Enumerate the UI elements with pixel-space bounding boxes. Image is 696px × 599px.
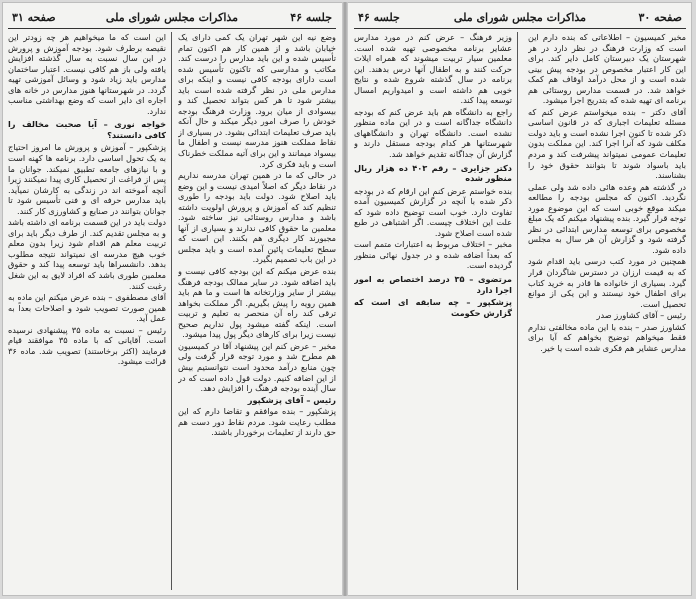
paragraph: رئیس – نسبت به ماده ۳۵ پیشنهادی نرسیده است. آقایانی که با ماده ۳۵ موافقند قیام فرمایند (اکثر برخاستند) تصویب شد. ماده ۳۶ قرائت میشود. (8, 324, 166, 367)
paragraph: مخبر – عرض کنم این پیشنهاد آقا در کمیسیون هم مطرح شد و مورد توجه قرار گرفت ولی چون منابع درآمد محدود است نتوانستیم بیش از این اضافه کنیم. دولت قول داده است که در سال آینده بودجه فرهنگ را افزایش دهد. (178, 340, 336, 394)
paragraph: بنده عرض میکنم که این بودجه کافی نیست و باید اضافه شود. در سایر ممالک بودجه فرهنگ بیشتر از سایر وزارتخانه ها است و ما هم باید همین رویه را پیش بگیریم. اگر مملکت بخواهد ترقی کند راه آن منحصر به تعلیم و تربیت است. اینکه گفته میشود پول نداریم صحیح نیست زیرا برای کارهای دیگر پول پیدا میشود. (178, 266, 336, 340)
left-page-left-column (8, 32, 166, 590)
speaker-line: پزشکپور – چه سابقه ای است که گزارش حکومت (354, 297, 512, 318)
right-page-running-title: مذاکرات مجلس شورای ملی (453, 11, 587, 24)
left-page-running-title: مذاکرات مجلس شورای ملی (105, 11, 239, 24)
paragraph: وضع نیه این شهر تهران یک کمی دارای یک خیابان باشد و از همین کار هم اکنون تمام تأسیس شده و این باید مدارس را درست کند. مکاتب و مدارسی که تاکنون تأسیس شده است دارای بودجه کافی نیست و اینکه برای مدارس ملی در نظر گرفته شده است باید بیشتر شود تا هر کس بتواند تحصیل کند و بیسوادی از میان برود. وزارت فرهنگ بودجه خودش را صرف امور دیگر میکند و حال آنکه باید صرف تعلیمات ابتدائی بشود. در بسیاری از نقاط مملکت هنوز مدرسه نیست و اطفال ما بیسواد میمانند و این برای آتیه مملکت خطرناک است و باید فکری کرد. (178, 32, 336, 169)
left-page-number: صفحه ۳۱ (12, 11, 56, 24)
paragraph: پزشکپور – بنده موافقم و تقاضا دارم که این مطلب رعایت شود. مردم نقاط دور دست هم حق دارند از تعلیمات برخوردار باشند. (178, 406, 336, 438)
right-page (348, 2, 692, 596)
paragraph: پزشکپور – آموزش و پرورش ما امروز احتیاج به یک تحول اساسی دارد. برنامه ها کهنه است و با نیازهای جامعه تطبیق نمیکند. جوانان ما پس از فراغت از تحصیل کاری پیدا نمیکنند زیرا آنچه آموخته اند در زندگی به کارشان نمیآید. باید مدارس حرفه ای و فنی تأسیس شود تا جوانان بتوانند در صنایع و کشاورزی کار کنند. (8, 142, 166, 216)
subhead-line: مرتضوی – ۳۵ درصد اختصاص به امور اجرا دارد (354, 274, 512, 295)
paragraph: راجع به دانشگاه هم باید عرض کنم که بودجه دانشگاه جداگانه است و در این ماده منظور نشده است. دانشگاه تهران و دانشگاههای شهرستانها هر کدام بودجه مستقل دارند و گزارش آن جداگانه تقدیم خواهد شد. (354, 106, 512, 160)
paragraph: آقای دکتر – بنده میخواستم عرض کنم که مسئله تعلیمات اجباری که در قانون اساسی ذکر شده تا کنون اجرا نشده است و باید دولت مکلف شود که آنرا اجرا کند. این مملکت بدون تعلیمات عمومی نمیتواند پیشرفت کند و مردم باید باسواد شوند تا بتوانند حقوق خود را بشناسند. (528, 106, 686, 181)
right-page-right-column (528, 32, 686, 590)
subhead-line: خواجه نوری – آیا صحبت مخالف را کافی دانستند؟ (8, 119, 166, 140)
scanned-spread (2, 2, 692, 596)
paragraph: کشاورز صدر – بنده با این ماده مخالفتی ندارم فقط میخواهم توضیح بخواهم که آیا برای مدارس عشایر هم فکری شده است یا خیر. (528, 321, 686, 353)
paragraph: مخبر – اختلاف مربوط به اعتبارات متمم است که بعداً اضافه شده و در جدول نهائی منظور گردیده است. (354, 239, 512, 271)
left-page-header (8, 10, 336, 29)
right-page-header (354, 10, 686, 29)
speaker-line: رئیس – آقای پزشکپور (247, 394, 336, 405)
left-page-columns (8, 32, 336, 590)
right-page-number: صفحه ۳۰ (638, 11, 682, 24)
left-page-right-column (178, 32, 336, 590)
column-divider (517, 32, 518, 590)
right-page-columns (354, 32, 686, 590)
paragraph: وزیر فرهنگ – عرض کنم در مورد مدارس عشایر برنامه مخصوصی تهیه شده است. معلمین سیار تربیت میشوند که همراه ایلات حرکت کنند و به اطفال آنها درس بدهند. این برنامه در سال گذشته شروع شده و نتایج خوبی هم داشته است و امیدواریم امسال توسعه پیدا کند. (354, 32, 512, 106)
subhead-line: دکتر جزایری – رقم ۴۰۳ ده هزار ریال منظور شده (354, 162, 512, 184)
paragraph: رئیس – آقای کشاورز صدر (596, 310, 686, 321)
paragraph: بنده خواستم عرض کنم این ارقام که در بودجه ذکر شده با آنچه در گزارش کمیسیون آمده تفاوت دارد. خوب است توضیح داده شود که علت این اختلاف چیست. اگر اشتباهی در طبع شده است اصلاح شود. (354, 185, 512, 238)
column-divider (171, 32, 172, 590)
paragraph: دولت باید در این قسمت برنامه ای داشته باشد و به مجلس تقدیم کند. از طرف دیگر باید برای تربیت معلم هم اقدام شود زیرا بدون معلم خوب هیچ مدرسه ای نمیتواند نتیجه مطلوب بدهد. دانشسراها باید توسعه پیدا کند و حقوق معلمین طوری باشد که افراد لایق به این شغل رغبت کنند. (8, 217, 166, 291)
right-page-left-column (354, 32, 512, 590)
paragraph: در گذشته هم وعده هائی داده شد ولی عملی نگردید. اکنون که مجلس بودجه را مطالعه میکند موقع خوبی است که این موضوع مورد توجه قرار گیرد. بنده پیشنهاد میکنم که یک مبلغ مخصوص برای توسعه مدارس ابتدائی در نظر گرفته شود و گزارش آن هر سال به مجلس داده شود. (528, 181, 686, 255)
right-page-session: جلسه ۴۶ (358, 11, 400, 24)
paragraph: آقای مصطفوی – بنده عرض میکنم این ماده به همین صورت تصویب شود و اصلاحات بعداً به عمل آید. (8, 292, 166, 324)
paragraph: در حالی که ما در همین تهران مدرسه نداریم در نقاط دیگر که اصلاً امیدی نیست و این وضع باید اصلاح شود. دولت باید بودجه را طوری تنظیم کند که آموزش و پرورش اولویت داشته باشد و مدارس روستائی نیز ساخته شود. معلمین ما حقوق کافی ندارند و بسیاری از آنها مجبورند کار دیگری هم بکنند. این است که سطح تعلیمات پائین آمده است و باید مجلس در این باب تصمیم بگیرد. (178, 170, 336, 265)
paragraph: مخبر کمیسیون – اطلاعاتی که بنده دارم این است که وزارت فرهنگ در نظر دارد در هر شهرستان یک دبیرستان کامل دایر کند. برای این کار اعتبار مخصوص در بودجه پیش بینی شده است و از محل درآمد اوقاف هم کمک خواهد شد. در قسمت مدارس روستائی هم برنامه ای تهیه شده که بتدریج اجرا میشود. (528, 32, 686, 106)
left-page (2, 2, 342, 596)
paragraph: این است که ما میخواهیم هر چه زودتر این نقیصه برطرف شود. بودجه آموزش و پرورش در این سال نسبت به سال گذشته افزایش یافته ولی باز هم کافی نیست. اعتبار ساختمان مدارس باید زیاد شود و وسائل آموزشی تهیه گردد. در شهرستانها هنوز مدارس در خانه های اجاره ای دایر است که وضع بهداشتی مناسب ندارد. (8, 32, 166, 116)
left-page-session: جلسه ۴۶ (290, 11, 332, 24)
paragraph: همچنین در مورد کتب درسی باید اقدام شود که به قیمت ارزان در دسترس شاگردان قرار گیرد. بسیاری از خانواده ها قادر به خرید کتاب برای اطفال خود نیستند و این یکی از موانع تحصیل است. (528, 256, 686, 309)
